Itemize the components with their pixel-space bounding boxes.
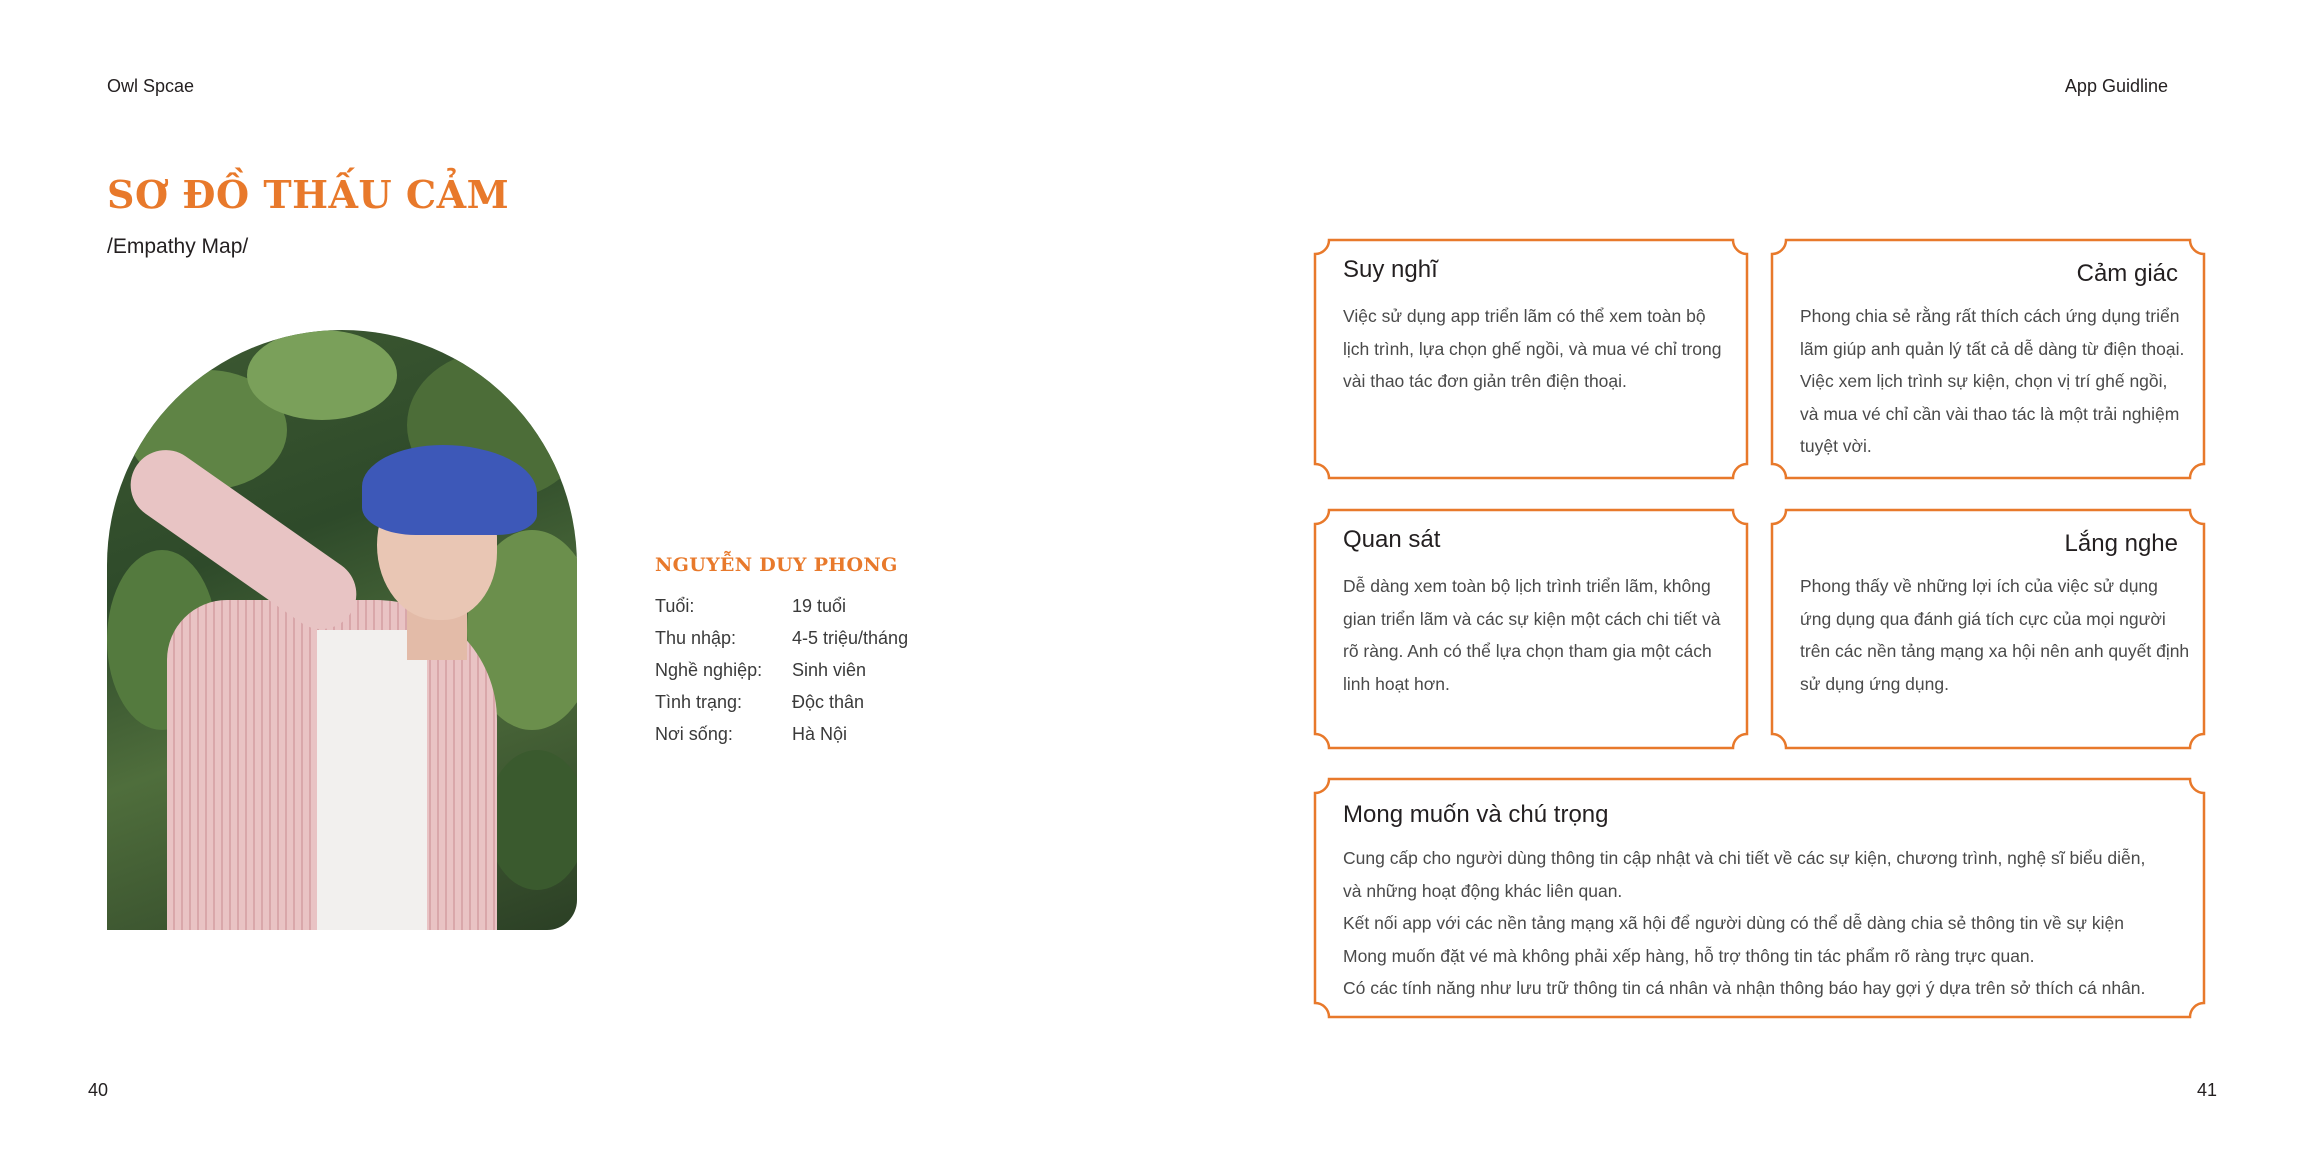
persona-photo <box>107 330 577 930</box>
card-wants-line: và những hoạt động khác liên quan. <box>1343 880 1623 901</box>
persona-income-value: 4-5 triệu/tháng <box>792 628 909 648</box>
card-wants-body <box>1343 842 2193 1005</box>
card-hearing-body: Phong thấy về những lợi ích của việc sử dụng ứng dụng qua đánh giá tích cực của mọi người trên các nền tảng mạng xa hội nên anh quyết định sử dụng ứng dụng. <box>1800 576 2190 694</box>
card-feeling-title: Cảm giác <box>2076 260 2178 287</box>
card-seeing-title: Quan sát <box>1343 526 1441 553</box>
page-number-left: 40 <box>88 1080 109 1100</box>
card-seeing <box>1313 508 1749 750</box>
card-wants-line: Cung cấp cho người dùng thông tin cập nhật và chi tiết về các sự kiện, chương trình, nghệ sĩ biểu diễn, <box>1343 848 2146 868</box>
page-title: SƠ ĐỒ THẤU CẢM <box>107 172 510 217</box>
card-feeling-body: Phong chia sẻ rằng rất thích cách ứng dụng triển lãm giúp anh quản lý tất cả dễ dàng từ điện thoại. Việc xem lịch trình sự kiện, chọn vị trí ghế ngồi, và mua vé chỉ cần vài thao tác là một trải nghiệm tuyệt vời. <box>1800 306 2185 456</box>
card-hearing-title: Lắng nghe <box>2064 530 2178 557</box>
persona-age-label: Tuổi: <box>655 596 695 616</box>
card-wants-line: Có các tính năng như lưu trữ thông tin cá nhân và nhận thông báo hay gợi ý dựa trên sở thích cá nhân. <box>1343 978 2146 998</box>
persona-residence-value: Hà Nội <box>792 724 848 744</box>
card-feeling <box>1770 238 2206 480</box>
persona-status-value: Độc thân <box>792 692 865 712</box>
persona-status-label: Tình trạng: <box>655 692 743 712</box>
card-thinking-body: Việc sử dụng app triển lãm có thể xem toàn bộ lịch trình, lựa chọn ghế ngồi, và mua vé chỉ trong vài thao tác đơn giản trên điện thoại. <box>1343 306 1722 391</box>
card-hearing <box>1770 508 2206 750</box>
persona-residence-label: Nơi sống: <box>655 724 733 744</box>
card-seeing-body: Dễ dàng xem toàn bộ lịch trình triển lãm, không gian triển lãm và các sự kiện một cách chi tiết và rõ ràng. Anh có thể lựa chọn tham gia một cách linh hoạt hơn. <box>1343 576 1721 694</box>
persona-income-label: Thu nhập: <box>655 628 737 648</box>
section-name: App Guidline <box>2064 76 2168 96</box>
persona-occupation-value: Sinh viên <box>792 660 867 680</box>
persona-age-value: 19 tuổi <box>792 596 847 616</box>
page-number-right: 41 <box>2196 1080 2217 1100</box>
document-name: Owl Spcae <box>107 76 195 96</box>
card-wants-line: Mong muốn đặt vé mà không phải xếp hàng, hỗ trợ thông tin tác phẩm rõ ràng trực quan. <box>1343 945 2035 966</box>
card-wants-needs <box>1313 777 2206 1019</box>
page-subtitle: /Empathy Map/ <box>107 235 249 258</box>
card-wants-title: Mong muốn và chú trọng <box>1343 801 1609 828</box>
card-thinking <box>1313 238 1749 480</box>
persona-occupation-label: Nghề nghiệp: <box>655 660 763 680</box>
persona-name: NGUYỄN DUY PHONG <box>655 554 898 576</box>
card-wants-line: Kết nối app với các nền tảng mạng xã hội để người dùng có thể dễ dàng chia sẻ thông tin về sự kiện <box>1343 913 2124 933</box>
card-thinking-title: Suy nghĩ <box>1343 256 1438 283</box>
